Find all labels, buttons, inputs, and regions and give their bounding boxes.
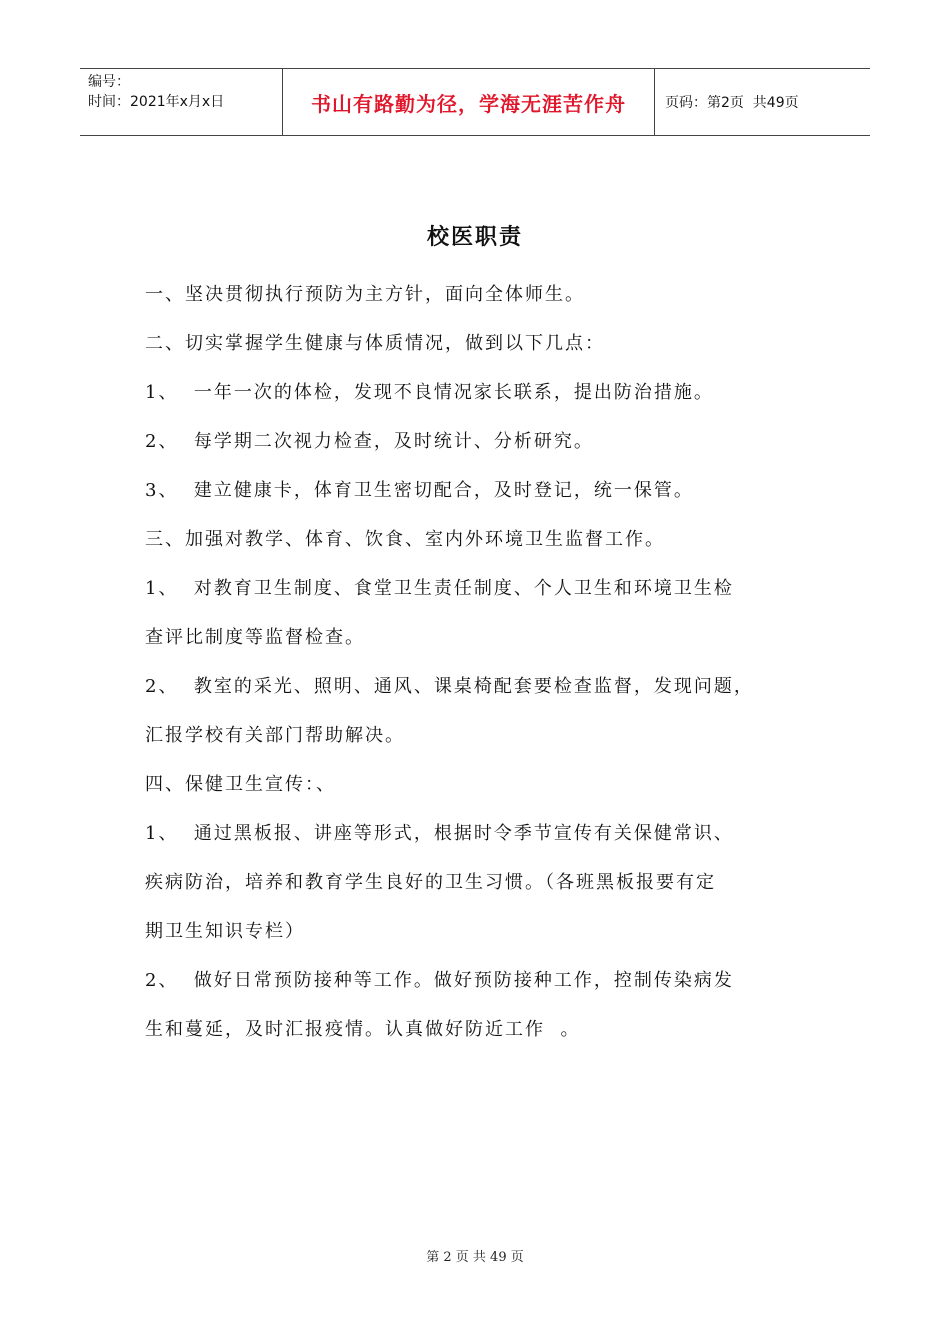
number-label: 编号： — [88, 74, 130, 90]
body-line: 生和蔓延，及时汇报疫情。认真做好防近工作 。 — [145, 1019, 581, 1040]
body-line: 汇报学校有关部门帮助解决。 — [145, 725, 405, 746]
body-line: 2、 教室的采光、照明、通风、课桌椅配套要检查监督，发现问题， — [145, 676, 754, 697]
body-line: 四、保健卫生宣传：、 — [145, 774, 336, 795]
body-line: 三、加强对教学、体育、饮食、室内外环境卫生监督工作。 — [145, 529, 665, 550]
motto-text: 书山有路勤为径，学海无涯苦作舟 — [311, 91, 626, 116]
body-line: 3、 建立健康卡，体育卫生密切配合，及时登记，统一保管。 — [145, 480, 694, 501]
page-header — [80, 68, 870, 136]
body-line: 1、 对教育卫生制度、食堂卫生责任制度、个人卫生和环境卫生检 — [145, 578, 734, 599]
document-title: 校医职责 — [426, 225, 523, 250]
body-line: 二、切实掌握学生健康与体质情况，做到以下几点： — [145, 333, 605, 354]
motto-cell — [283, 69, 655, 135]
body-line: 2、 每学期二次视力检查，及时统计、分析研究。 — [145, 431, 594, 452]
body-line: 疾病防治，培养和教育学生良好的卫生习惯。（各班黑板报要有定 — [145, 872, 716, 893]
page-number-label: 页码：第2页 共49页 — [665, 95, 799, 111]
body-line: 1、 通过黑板报、讲座等形式，根据时令季节宣传有关保健常识、 — [145, 823, 734, 844]
document-body — [145, 270, 810, 1054]
page-number-cell — [655, 69, 870, 135]
body-line: 1、 一年一次的体检，发现不良情况家长联系，提出防治措施。 — [145, 382, 714, 403]
body-line: 查评比制度等监督检查。 — [145, 627, 365, 648]
date-label: 时间：2021年x月x日 — [88, 94, 225, 110]
body-line: 一、坚决贯彻执行预防为主方针，面向全体师生。 — [145, 284, 585, 305]
body-line: 期卫生知识专栏） — [145, 921, 305, 942]
body-line: 2、 做好日常预防接种等工作。做好预防接种工作，控制传染病发 — [145, 970, 734, 991]
header-meta-cell — [80, 69, 283, 135]
page-footer: 第 2 页 共 49 页 — [426, 1250, 524, 1265]
